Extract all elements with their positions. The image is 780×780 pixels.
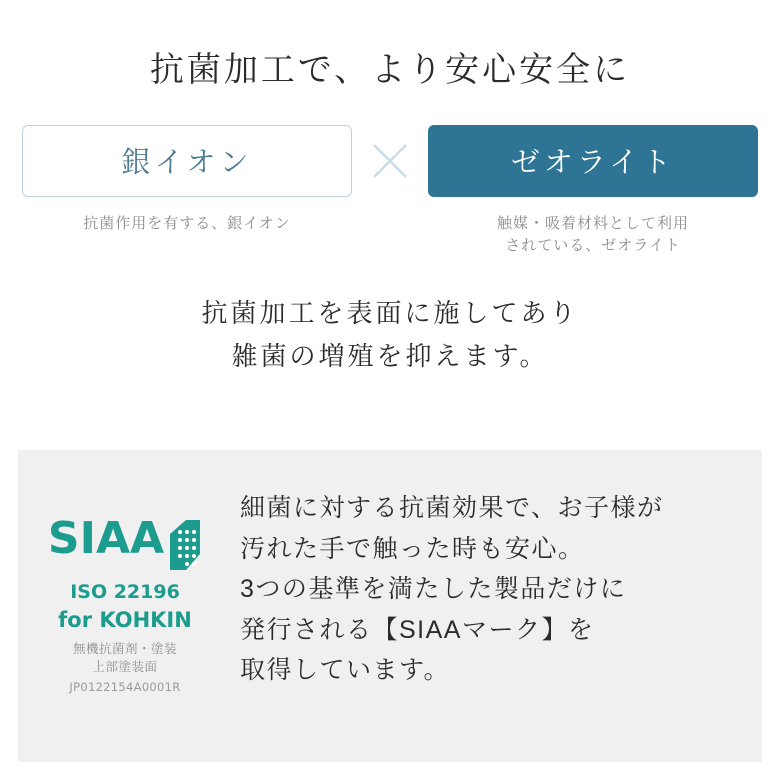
ingredient-left-chip: 銀イオン bbox=[22, 125, 352, 197]
siaa-description bbox=[232, 450, 762, 691]
siaa-certificate-code: JP0122154A0001R bbox=[69, 680, 181, 695]
siaa-description-line-5: 取得しています。 bbox=[240, 656, 451, 684]
siaa-description-line-3: 3つの基準を満たした製品だけに bbox=[240, 575, 627, 603]
ingredient-right-caption-line2: されている、ゼオライト bbox=[505, 237, 681, 255]
ingredient-right-caption bbox=[497, 213, 689, 258]
ingredient-right bbox=[428, 125, 758, 258]
ingredient-row bbox=[0, 125, 780, 258]
ingredient-right-caption-line1: 触媒・吸着材料として利用 bbox=[496, 214, 689, 232]
ingredient-right-chip: ゼオライト bbox=[428, 125, 758, 197]
ingredient-left-caption: 抗菌作用を有する、銀イオン bbox=[83, 214, 291, 232]
siaa-logo-row bbox=[47, 513, 202, 577]
statement-line-2: 雑菌の増殖を抑えます。 bbox=[231, 340, 549, 371]
siaa-description-line-1: 細菌に対する抗菌効果で、お子様が bbox=[240, 494, 664, 522]
statement-block bbox=[0, 292, 780, 378]
multiply-icon bbox=[352, 125, 428, 197]
siaa-dot-mark-icon bbox=[168, 520, 202, 577]
siaa-panel bbox=[18, 450, 762, 762]
siaa-iso-label: ISO 22196 bbox=[70, 581, 180, 603]
ingredient-left bbox=[22, 125, 352, 236]
siaa-description-line-4: 発行される【SIAAマーク】を bbox=[240, 615, 595, 644]
siaa-for-label: for KOHKIN bbox=[58, 608, 192, 632]
siaa-logo bbox=[18, 450, 232, 694]
siaa-description-line-2: 汚れた手で触った時も安心。 bbox=[240, 534, 585, 563]
siaa-sub-label bbox=[73, 640, 177, 676]
statement-line-1: 抗菌加工を表面に施してあり bbox=[201, 297, 579, 328]
siaa-sub-line1: 無機抗菌剤・塗装 bbox=[72, 642, 177, 656]
page-title: 抗菌加工で、より安心安全に bbox=[149, 51, 631, 89]
siaa-wordmark: SIAA bbox=[47, 513, 165, 564]
siaa-sub-line2: 上部塗装面 bbox=[92, 660, 158, 675]
